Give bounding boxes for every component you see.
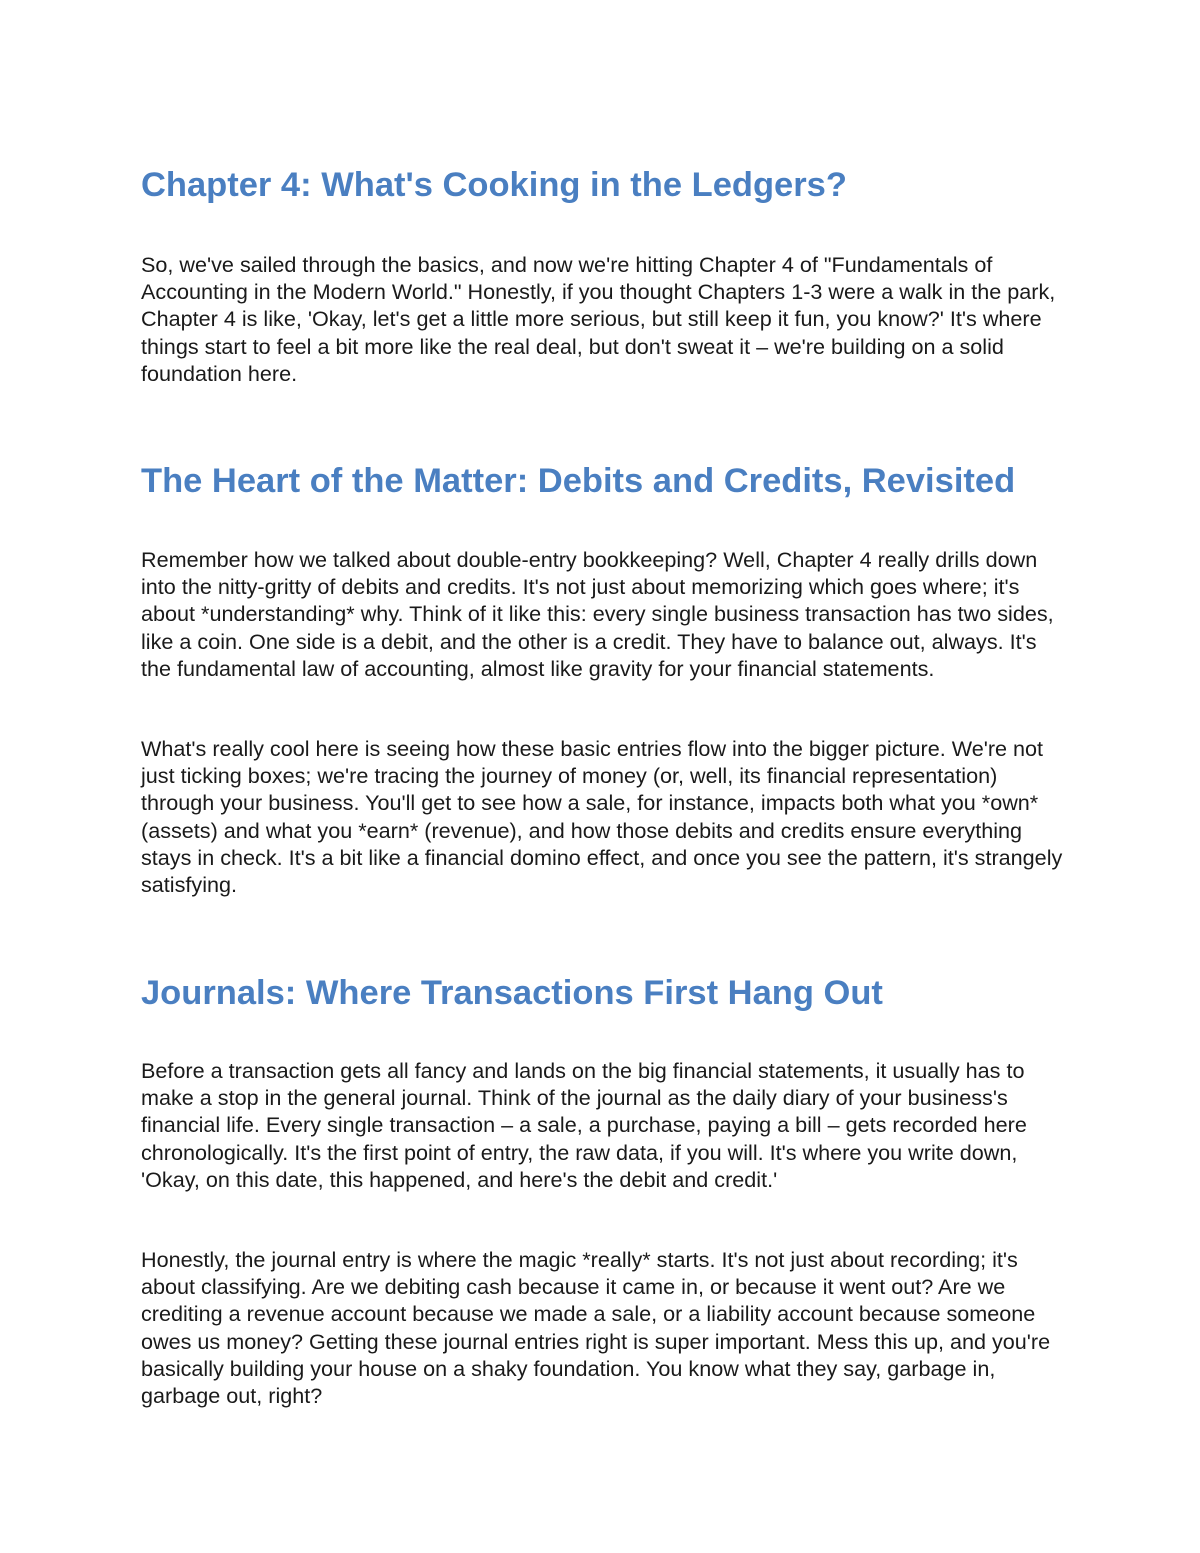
section-heading-journals: Journals: Where Transactions First Hang Out (141, 974, 883, 1012)
section-2-paragraph-2: Honestly, the journal entry is where the magic *really* starts. It's not just about recording; it's about classifying. Are we debiting cash because it came in, or because it went out? Are we crediting a revenue account because we made a sale, or a liability account because someone owes us money? Getting these journal entries right is super important. Mess this up, and you're basically building your house on a shaky foundation. You know what they say, garbage in, garbage out, right? (141, 1247, 1051, 1409)
intro-paragraph: So, we've sailed through the basics, and now we're hitting Chapter 4 of "Fundamentals of Accounting in the Modern World." Honestly, if you thought Chapters 1-3 were a walk in the park, Chapter 4 is like, 'Okay, let's get a little more serious, but still keep it fun, you know?' It's where things start to feel a bit more like the real deal, but don't sweat it – we're building on a solid foundation here. (141, 252, 1056, 386)
section-1-paragraph-2: What's really cool here is seeing how these basic entries flow into the bigger picture. We're not just ticking boxes; we're tracing the journey of money (or, well, its financial representation) through your business. You'll get to see how a sale, for instance, impacts both what you *own* (assets) and what you *earn* (revenue), and how those debits and credits ensure everything stays in check. It's a bit like a financial domino effect, and once you see the pattern, it's strangely satisfying. (141, 736, 1063, 898)
section-2-paragraph-1: Before a transaction gets all fancy and lands on the big financial statements, it usually has to make a stop in the general journal. Think of the journal as the daily diary of your business's financial life. Every single transaction – a sale, a purchase, paying a bill – gets recorded here chronologically. It's the first point of entry, the raw data, if you will. It's where you write down, 'Okay, on this date, this happened, and here's the debit and credit.' (141, 1058, 1027, 1192)
chapter-title: Chapter 4: What's Cooking in the Ledgers? (141, 166, 847, 204)
section-1-paragraph-1: Remember how we talked about double-entry bookkeeping? Well, Chapter 4 really drills down into the nitty-gritty of debits and credits. It's not just about memorizing which goes where; it's about *understanding* why. Think of it like this: every single business transaction has two sides, like a coin. One side is a debit, and the other is a credit. They have to balance out, always. It's the fundamental law of accounting, almost like gravity for your financial statements. (141, 547, 1054, 681)
section-heading-debits-credits: The Heart of the Matter: Debits and Credits, Revisited (141, 462, 1016, 500)
